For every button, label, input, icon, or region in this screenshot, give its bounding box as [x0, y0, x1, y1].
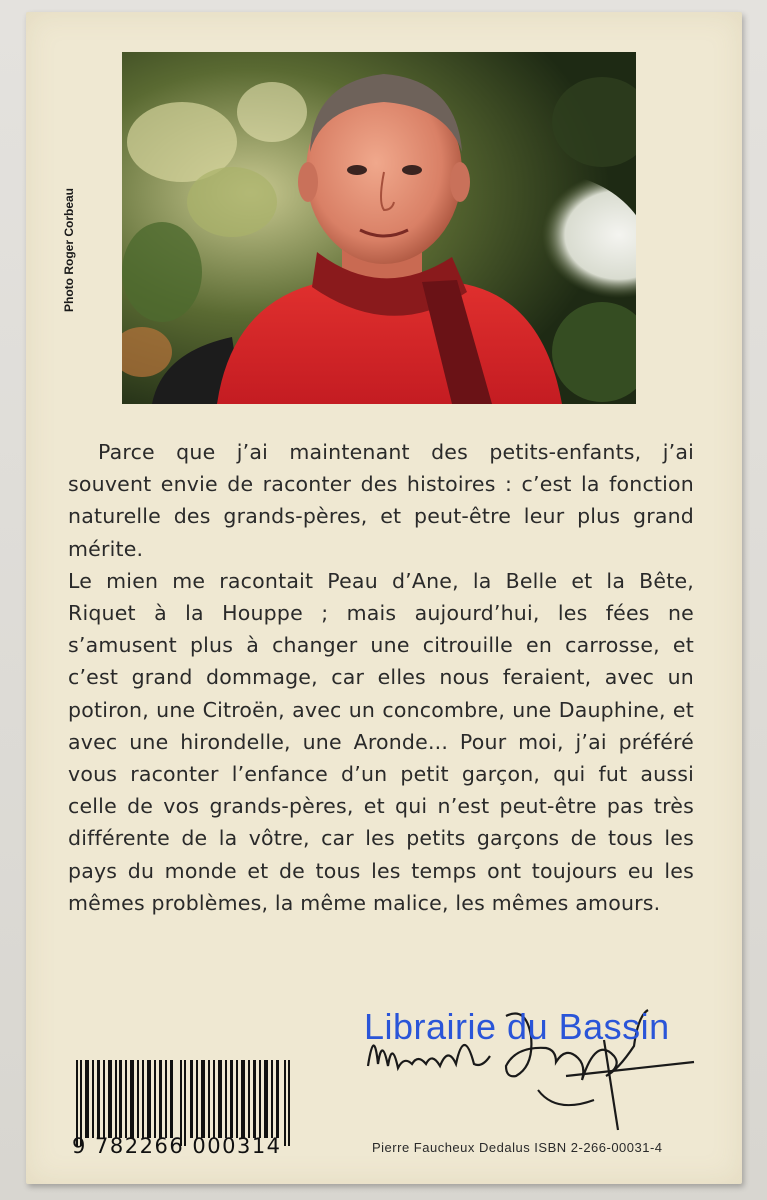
blurb-paragraph-1: Parce que j’ai maintenant des petits-enfants, j’ai souvent envie de raconter des histoires : c’est la fonction naturelle des grands-pères, et peut-être leur plus grand mérite.	[68, 440, 694, 561]
author-photo-illustration	[122, 52, 636, 404]
bookseller-watermark: Librairie du Bassin	[364, 1006, 670, 1047]
barcode-number: 9 782266 000314	[72, 1134, 282, 1158]
back-cover-blurb	[68, 436, 694, 919]
author-photo	[122, 52, 636, 404]
publisher-isbn-line: Pierre Faucheux Dedalus ISBN 2-266-00031-4	[372, 1140, 663, 1155]
book-back-cover	[26, 12, 742, 1184]
blurb-paragraph-2: Le mien me racontait Peau d’Ane, la Belle et la Bête, Riquet à la Houppe ; mais aujourd’hui, les fées ne s’amusent plus à changer une citrouille en carrosse, et c’est grand dommage, car elles nous feraient, avec un potiron, une Citroën, avec un concombre, une Dauphine, et avec une hirondelle, une Aronde... Pour moi, j’ai préféré vous raconter l’enfance d’un petit garçon, qui fut aussi celle de vos grands-pères, et qui n’est peut-être pas très différente de la vôtre, car les petits garçons de tous les pays du monde et de tous les temps ont toujours eu les mêmes problèmes, la même malice, les mêmes amours.	[68, 568, 694, 915]
photo-credit: Photo Roger Corbeau	[62, 187, 76, 312]
